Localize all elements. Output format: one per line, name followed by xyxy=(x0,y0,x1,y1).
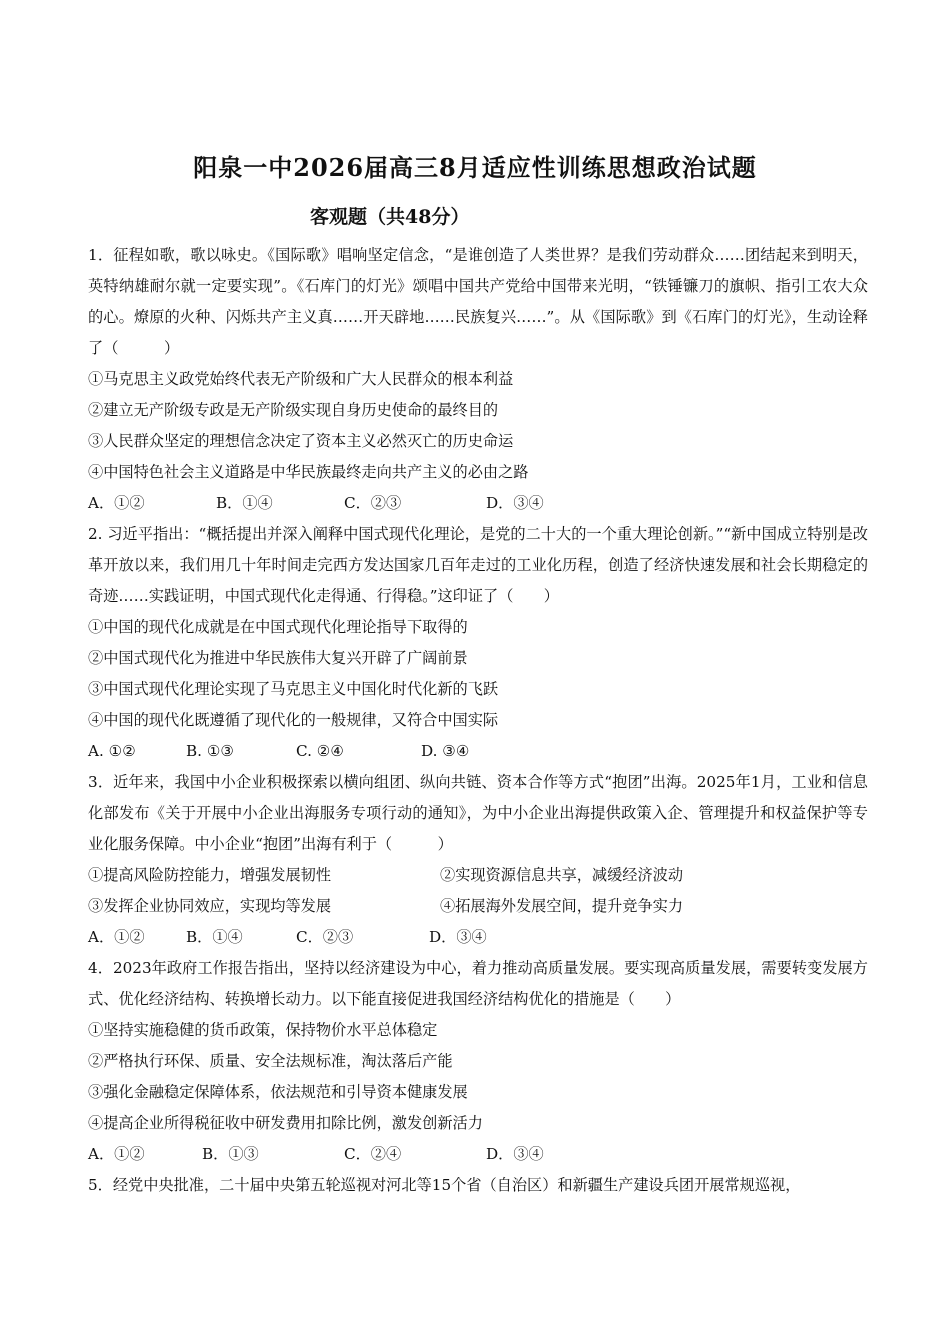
choice-c[interactable]: C．②④ xyxy=(344,1145,402,1163)
statement-1: ①马克思主义政党始终代表无产阶级和广大人民群众的根本利益 xyxy=(88,370,514,388)
question-stem: 1．征程如歌，歌以咏史。《国际歌》唱响坚定信念，“是谁创造了人类世界？是我们劳动群众……团结起来到明天，英特纳雄耐尔就一定要实现”。《石库门的灯光》颂唱中国共产党给中国带来光明，“铁锤镰刀的旗帜、指引工农大众的心。燎原的火种、闪烁共产主义真……开天辟地……民族复兴……”。从《国际歌》到《石库门的灯光》，生动诠释了（ ） xyxy=(88,246,868,357)
statement-1: ①中国的现代化成就是在中国式现代化理论指导下取得的 xyxy=(88,618,468,636)
statement-2: ②中国式现代化为推进中华民族伟大复兴开辟了广阔前景 xyxy=(88,649,468,667)
question-stem: 4．2023年政府工作报告指出，坚持以经济建设为中心，着力推动高质量发展。要实现高质量发展，需要转变发展方式、优化经济结构、转换增长动力。以下能直接促进我国经济结构优化的措施是（ ） xyxy=(88,959,868,1008)
choice-b[interactable]: B. ①③ xyxy=(186,742,235,760)
statement-4: ④提高企业所得税征收中研发费用扣除比例，激发创新活力 xyxy=(88,1114,483,1132)
question-stem: 5．经党中央批准，二十届中央第五轮巡视对河北等15个省（自治区）和新疆生产建设兵团开展常规巡视， xyxy=(88,1176,801,1194)
choice-d[interactable]: D. ③④ xyxy=(421,742,470,760)
question-stem: 2. 习近平指出：“概括提出并深入阐释中国式现代化理论，是党的二十大的一个重大理论创新。”“新中国成立特别是改革开放以来，我们用几十年时间走完西方发达国家几百年走过的工业化历程，创造了经济快速发展和社会长期稳定的奇迹……实践证明，中国式现代化走得通、行得稳。”这印证了（ ） xyxy=(88,525,868,605)
statement-3: ③中国式现代化理论实现了马克思主义中国化时代化新的飞跃 xyxy=(88,680,499,698)
exam-title: 阳泉一中2026届高三8月适应性训练思想政治试题 xyxy=(193,153,757,182)
answer-choices xyxy=(88,488,868,519)
answer-choices xyxy=(88,1139,868,1170)
choice-a[interactable]: A. ①② xyxy=(88,742,136,760)
statement-row xyxy=(88,891,868,922)
statement-2: ②建立无产阶级专政是无产阶级实现自身历史使命的最终目的 xyxy=(88,401,499,419)
statement-3: ③发挥企业协同效应，实现均等发展 xyxy=(88,897,331,915)
section-heading: 客观题（共48分） xyxy=(310,206,470,228)
question-4 xyxy=(88,953,868,1170)
statement-1: ①提高风险防控能力，增强发展韧性 xyxy=(88,866,331,884)
choice-a[interactable]: A．①② xyxy=(88,494,145,512)
choice-d[interactable]: D．③④ xyxy=(429,928,487,946)
question-5 xyxy=(88,1170,868,1201)
question-list xyxy=(88,240,868,1201)
statement-3: ③强化金融稳定保障体系，依法规范和引导资本健康发展 xyxy=(88,1083,468,1101)
question-1 xyxy=(88,240,868,519)
choice-c[interactable]: C．②③ xyxy=(344,494,402,512)
statement-2: ②实现资源信息共享，减缓经济波动 xyxy=(440,866,683,884)
answer-choices xyxy=(88,922,868,953)
choice-a[interactable]: A．①② xyxy=(88,928,145,946)
choice-d[interactable]: D．③④ xyxy=(486,494,544,512)
statement-row xyxy=(88,860,868,891)
answer-choices xyxy=(88,736,868,767)
question-3 xyxy=(88,767,868,953)
statement-1: ①坚持实施稳健的货币政策，保持物价水平总体稳定 xyxy=(88,1021,438,1039)
choice-b[interactable]: B．①③ xyxy=(202,1145,259,1163)
statement-4: ④中国特色社会主义道路是中华民族最终走向共产主义的必由之路 xyxy=(88,463,529,481)
question-2 xyxy=(88,519,868,767)
choice-d[interactable]: D．③④ xyxy=(486,1145,544,1163)
choice-c[interactable]: C．②③ xyxy=(296,928,354,946)
question-stem: 3．近年来，我国中小企业积极探索以横向组团、纵向共链、资本合作等方式“抱团”出海。2025年1月，工业和信息化部发布《关于开展中小企业出海服务专项行动的通知》，为中小企业出海提供政策入企、管理提升和权益保护等专业化服务保障。中小企业“抱团”出海有利于（ ） xyxy=(88,773,868,853)
choice-b[interactable]: B．①④ xyxy=(186,928,243,946)
choice-b[interactable]: B．①④ xyxy=(216,494,273,512)
choice-a[interactable]: A．①② xyxy=(88,1145,145,1163)
choice-c[interactable]: C. ②④ xyxy=(296,742,344,760)
statement-2: ②严格执行环保、质量、安全法规标准，淘汰落后产能 xyxy=(88,1052,453,1070)
statement-4: ④中国的现代化既遵循了现代化的一般规律，又符合中国实际 xyxy=(88,711,499,729)
statement-4: ④拓展海外发展空间，提升竞争实力 xyxy=(440,897,683,915)
statement-3: ③人民群众坚定的理想信念决定了资本主义必然灭亡的历史命运 xyxy=(88,432,514,450)
